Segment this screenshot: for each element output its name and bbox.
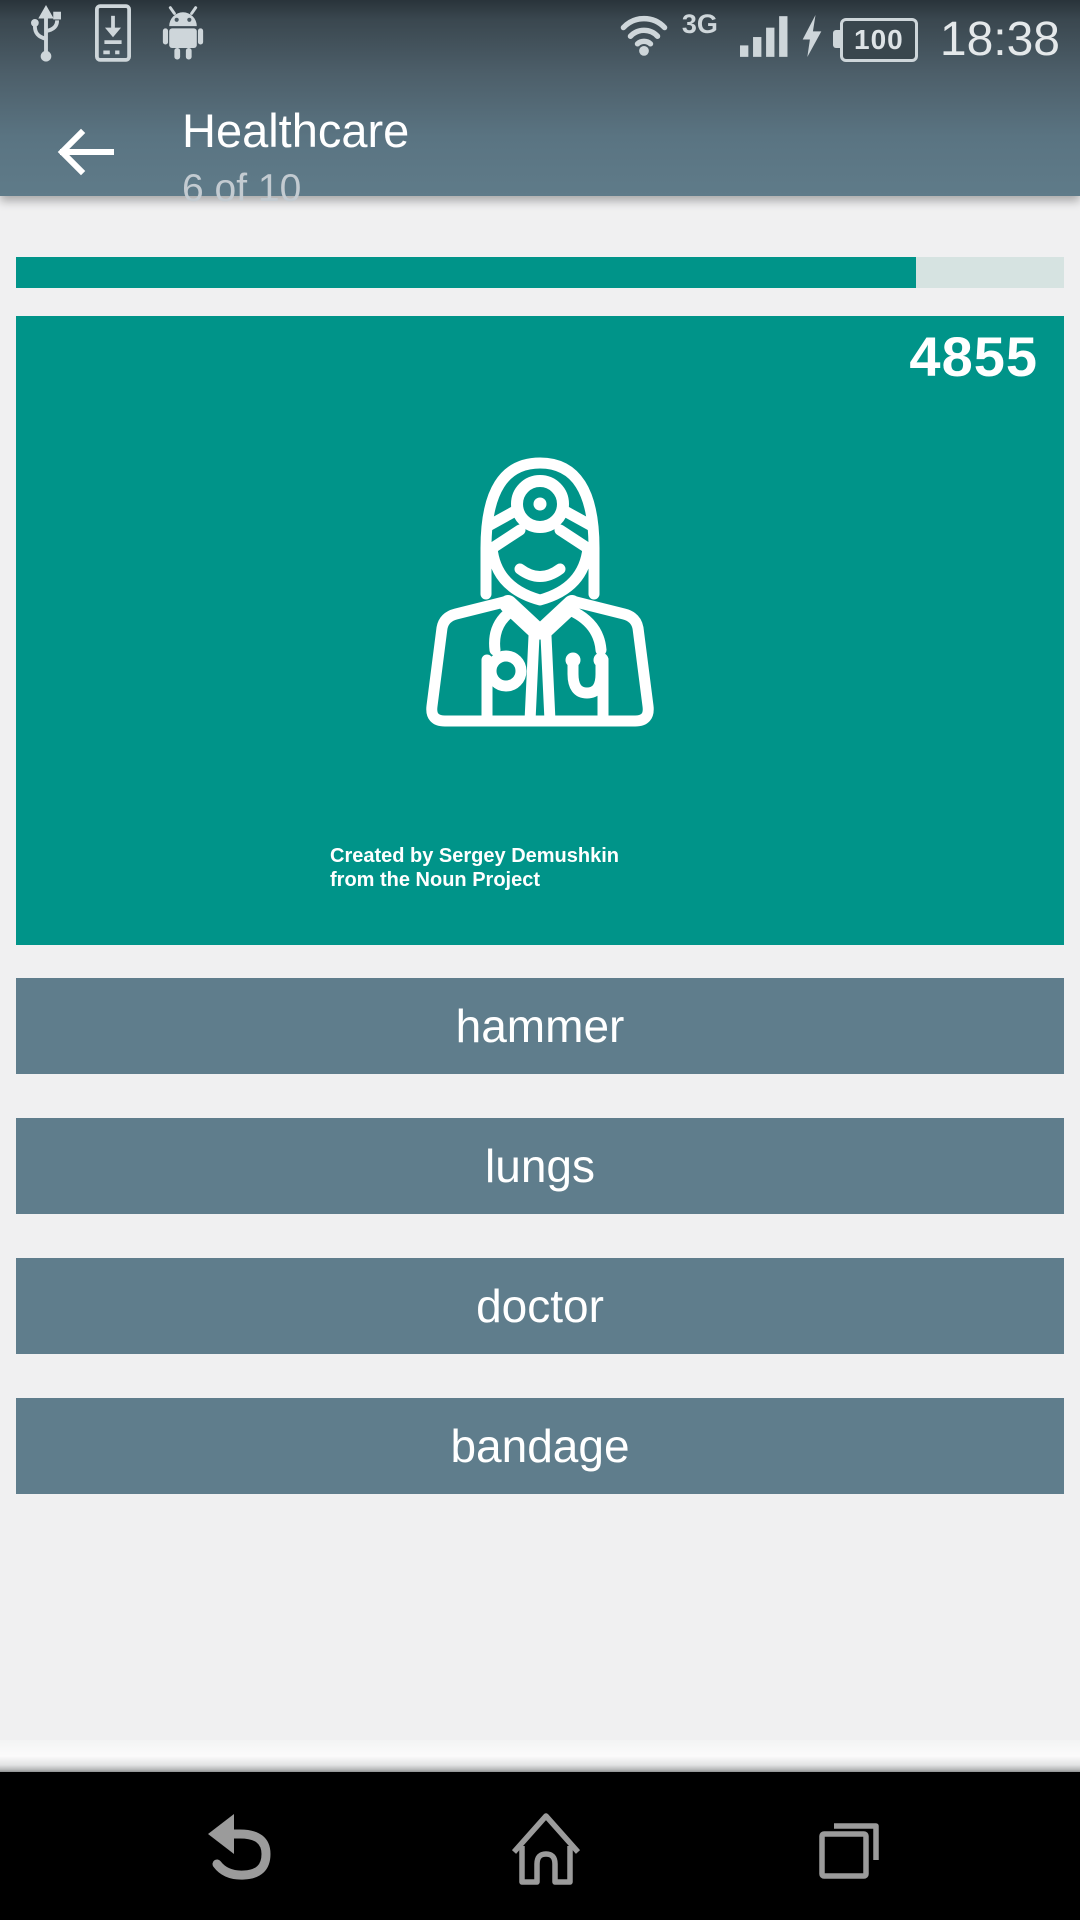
arrow-left-icon xyxy=(56,165,116,182)
charging-icon xyxy=(800,15,824,62)
recents-icon xyxy=(808,1875,892,1892)
nav-home-button[interactable] xyxy=(504,1808,588,1888)
status-icons-left xyxy=(26,4,206,67)
answer-list xyxy=(16,978,1064,1538)
page-subtitle: 6 of 10 xyxy=(182,167,302,210)
android-icon xyxy=(160,6,206,65)
clock: 18:38 xyxy=(939,12,1060,66)
progress-fill xyxy=(16,257,916,288)
header xyxy=(0,0,1080,210)
wifi-icon xyxy=(618,9,670,62)
download-icon xyxy=(94,4,132,67)
nav-back-button[interactable] xyxy=(200,1808,284,1888)
answer-button-lungs[interactable]: lungs xyxy=(16,1118,1064,1214)
score-value: 4855 xyxy=(909,325,1038,388)
doctor-icon xyxy=(424,452,656,730)
content-bottom-shadow xyxy=(0,1740,1080,1772)
usb-icon xyxy=(26,4,66,67)
image-attribution xyxy=(330,844,750,892)
page-title: Healthcare xyxy=(182,104,410,157)
answer-button-hammer[interactable]: hammer xyxy=(16,978,1064,1074)
nav-bar xyxy=(0,1772,1080,1920)
attribution-line1: Created by Sergey Demushkin xyxy=(330,845,619,867)
network-type-label: 3G xyxy=(681,8,718,39)
back-button[interactable] xyxy=(56,126,116,178)
app-bar xyxy=(0,62,1080,212)
attribution-line2: from the Noun Project xyxy=(330,869,541,891)
back-nav-icon xyxy=(200,1875,284,1892)
answer-button-doctor[interactable]: doctor xyxy=(16,1258,1064,1354)
answer-button-bandage[interactable]: bandage xyxy=(16,1398,1064,1494)
nav-recents-button[interactable] xyxy=(808,1808,892,1888)
battery-icon xyxy=(840,18,918,62)
content xyxy=(0,196,1080,1740)
titles xyxy=(182,104,409,212)
status-icons-right xyxy=(618,8,1060,66)
progress-bar xyxy=(16,257,1064,288)
battery-level: 100 xyxy=(854,23,904,55)
question-card xyxy=(16,316,1064,945)
signal-icon xyxy=(740,15,788,62)
status-bar xyxy=(0,0,1080,66)
home-icon xyxy=(504,1875,588,1892)
